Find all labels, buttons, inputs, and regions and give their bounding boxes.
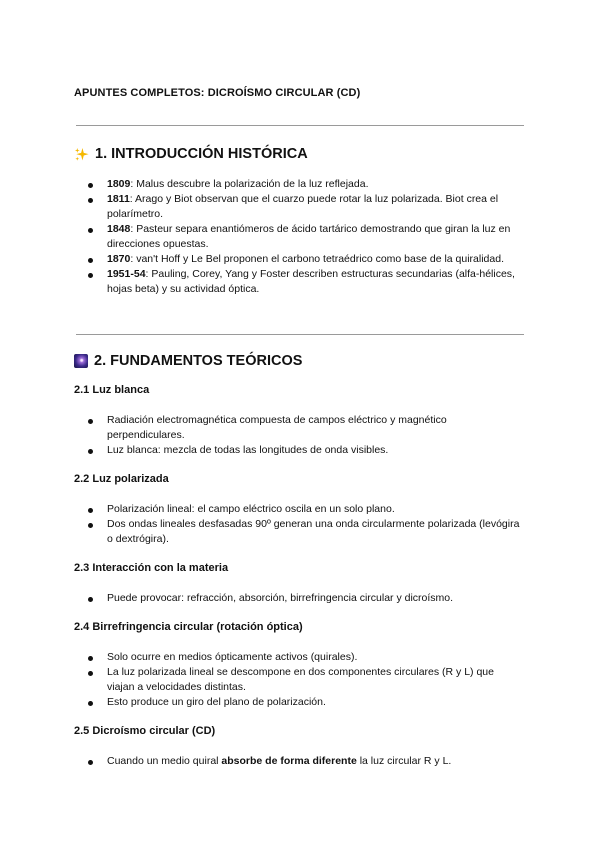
dicroismo-list: [84, 754, 524, 769]
list-item-year: 1870: [107, 253, 131, 265]
subsection-heading-dicroismo: 2.5 Dicroísmo circular (CD): [74, 725, 216, 737]
sparkles-icon: [74, 147, 89, 162]
list-item: [84, 252, 524, 267]
list-item-text: la luz circular R y L.: [356, 755, 452, 767]
list-item-text: : Pauling, Corey, Yang y Foster describen estructuras secundarias (alfa-hélices, hojas beta) y su actividad óptica.: [107, 268, 515, 295]
list-item-text: : Malus descubre la polarización de la luz reflejada.: [130, 178, 369, 190]
list-item: Radiación electromagnética compuesta de campos eléctrico y magnético perpendiculares.: [84, 413, 524, 443]
list-item-year: 1848: [107, 223, 131, 235]
subsection-heading-birrefringencia: 2.4 Birrefringencia circular (rotación óptica): [74, 621, 303, 633]
section-heading-fundamentos: [74, 353, 302, 369]
list-item-year: 1811: [107, 193, 130, 205]
list-item-text: : Arago y Biot observan que el cuarzo puede rotar la luz polarizada. Biot crea el polarímetro.: [107, 193, 499, 220]
list-item-text: : van't Hoff y Le Bel proponen el carbono tetraédrico como base de la quiralidad.: [130, 253, 504, 265]
horizontal-divider: [76, 334, 524, 335]
list-item: Polarización lineal: el campo eléctrico oscila en un solo plano.: [84, 502, 524, 517]
list-item: Luz blanca: mezcla de todas las longitudes de onda visibles.: [84, 443, 524, 458]
interaccion-list: [84, 591, 524, 606]
list-item: [84, 192, 524, 222]
list-item: [84, 177, 524, 192]
list-item: Solo ocurre en medios ópticamente activos (quirales).: [84, 650, 524, 665]
list-item-text: Cuando un medio quiral: [107, 755, 222, 767]
subsection-heading-luz-polarizada: 2.2 Luz polarizada: [74, 473, 169, 485]
list-item-emphasis: absorbe de forma diferente: [221, 755, 357, 767]
subsection-heading-luz-blanca: 2.1 Luz blanca: [74, 384, 150, 396]
history-list: [84, 177, 524, 297]
luz-polarizada-list: [84, 502, 524, 547]
list-item: Puede provocar: refracción, absorción, birrefringencia circular y dicroísmo.: [84, 591, 524, 606]
birrefringencia-list: [84, 650, 524, 710]
list-item: [84, 754, 524, 769]
galaxy-icon: [74, 354, 88, 368]
horizontal-divider: [76, 125, 524, 126]
section-heading-text: 2. FUNDAMENTOS TEÓRICOS: [94, 353, 303, 369]
list-item-year: 1951-54: [107, 268, 146, 280]
list-item: [84, 222, 524, 252]
luz-blanca-list: [84, 413, 524, 458]
document-title: APUNTES COMPLETOS: DICROÍSMO CIRCULAR (CD): [74, 87, 361, 99]
list-item-year: 1809: [107, 178, 131, 190]
list-item: [84, 267, 524, 297]
section-heading-text: 1. INTRODUCCIÓN HISTÓRICA: [95, 146, 308, 162]
section-heading-introduccion: [74, 146, 308, 162]
list-item: La luz polarizada lineal se descompone en dos componentes circulares (R y L) que viajan a velocidades distintas.: [84, 665, 524, 695]
list-item: Esto produce un giro del plano de polarización.: [84, 695, 524, 710]
subsection-heading-interaccion: 2.3 Interacción con la materia: [74, 562, 229, 574]
list-item-text: : Pasteur separa enantiómeros de ácido tartárico demostrando que giran la luz en direcciones opuestas.: [107, 223, 511, 250]
list-item: Dos ondas lineales desfasadas 90º generan una onda circularmente polarizada (levógira o dextrógira).: [84, 517, 524, 547]
